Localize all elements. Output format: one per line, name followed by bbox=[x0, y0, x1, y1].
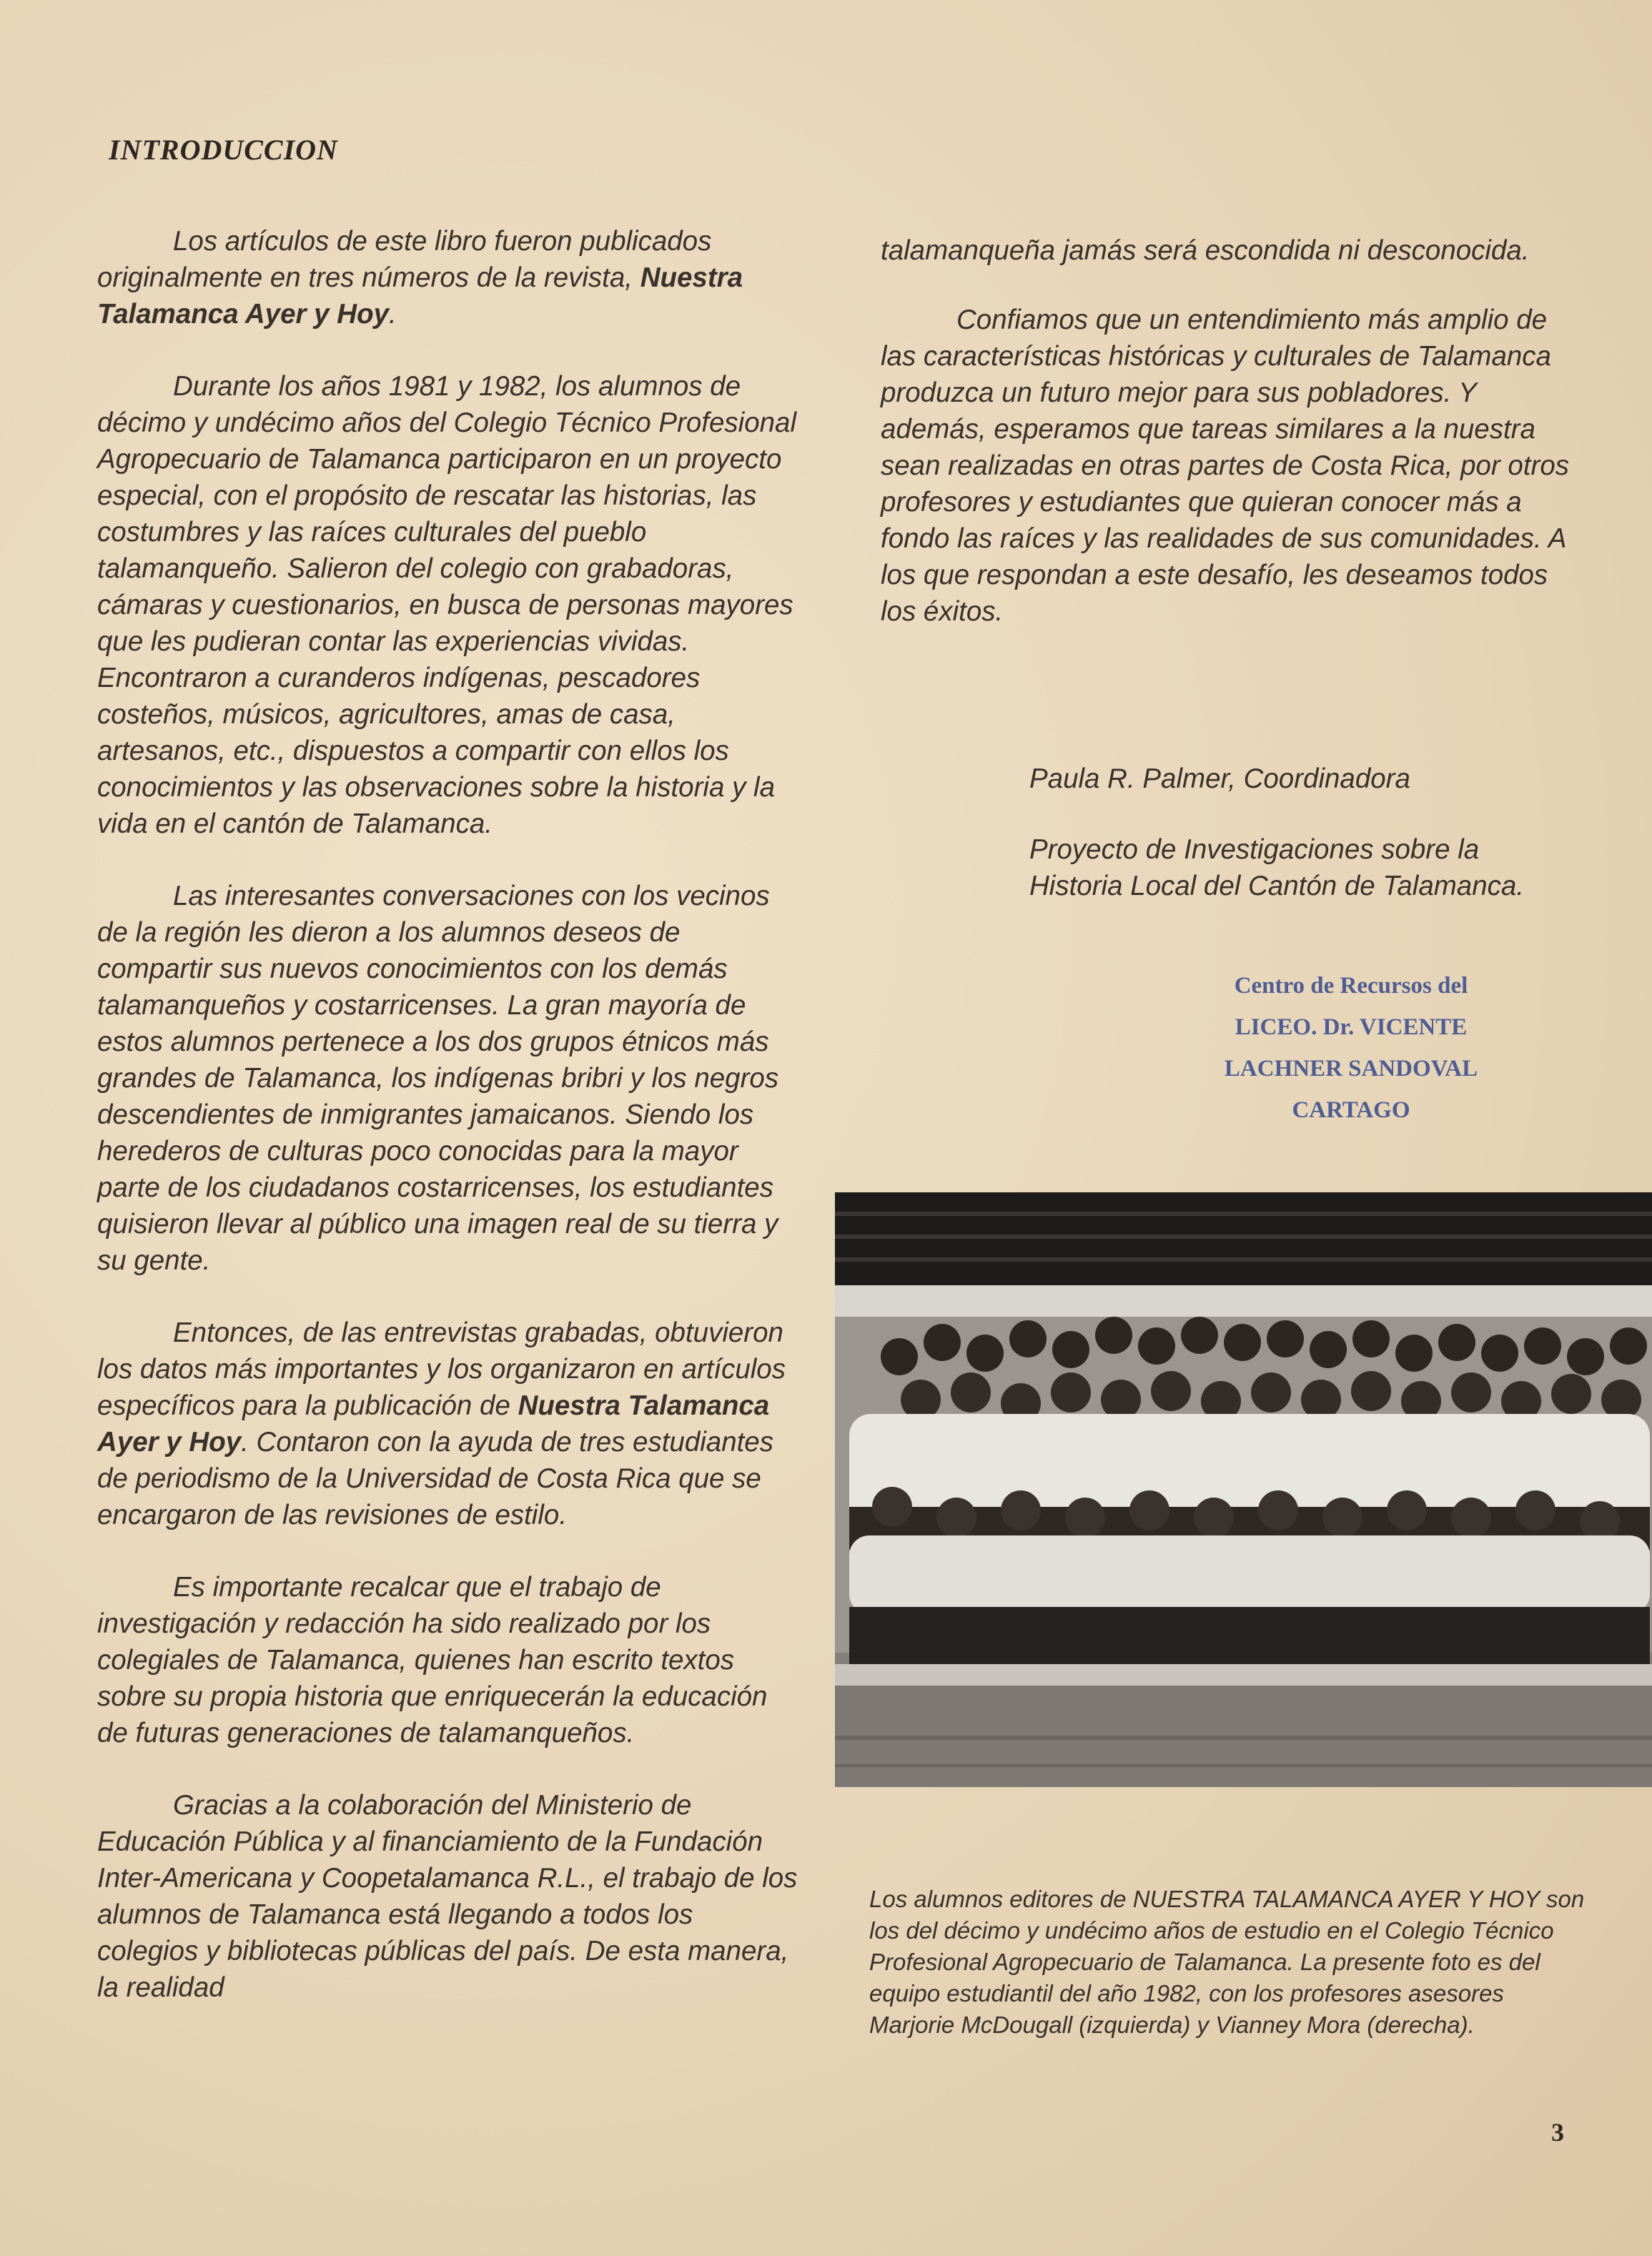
stamp-line: LICEO. Dr. VICENTE bbox=[1235, 1014, 1468, 1040]
paragraph: Es importante recalcar que el trabajo de investigación y redacción ha sido realizado por los colegiales de Talamanca, quienes han escrito textos sobre su propia historia que enriquecerán la educación de futuras generaciones de talamanqueños. bbox=[97, 1572, 768, 1748]
paragraph-text: . Contaron con la ayuda de tres estudiantes de periodismo de la Universidad de Costa Rica que se encargaron de las revisiones de estilo. bbox=[97, 1427, 773, 1530]
group-photo bbox=[835, 1192, 1652, 1787]
magazine-title: Nuestra Talamanca Ayer y Hoy bbox=[97, 1390, 770, 1458]
paragraph: Las interesantes conversaciones con los vecinos de la región les dieron a los alumnos deseos de compartir sus nuevos conocimientos con los demás talamanqueños y costarricenses. La gran mayoría de estos alumnos pertenece a los dos grupos étnicos más grandes de Talamanca, los indígenas bribri y los negros descendientes de inmigrantes jamaicanos. Siendo los herederos de culturas poco conocidas para la mayor parte de los ciudadanos costarricenses, los estudiantes quisieron llevar al público una imagen real de su tierra y su gente. bbox=[97, 881, 779, 1276]
paragraph: talamanqueña jamás será escondida ni desconocida. bbox=[881, 235, 1530, 266]
paragraph: Durante los años 1981 y 1982, los alumnos de décimo y undécimo años del Colegio Técnico Profesional Agropecuario de Talamanca participaron en un proyecto especial, con el propósito de rescatar las historias, las costumbres y las raíces culturales del pueblo talamanqueño. Salieron del colegio con grabadoras, cámaras y cuestionarios, en busca de personas mayores que les pudieran contar las experiencias vividas. Encontraron a curanderos indígenas, pescadores costeños, músicos, agricultores, amas de casa, artesanos, etc., dispuestos a compartir con ellos los conocimientos y las observaciones sobre la historia y la vida en el cantón de Talamanca. bbox=[97, 371, 797, 839]
page-number: 3 bbox=[1551, 2118, 1564, 2147]
paragraph-text: . bbox=[389, 299, 397, 330]
group-photo-image bbox=[835, 1192, 1652, 1787]
project-name: Proyecto de Investigaciones sobre la Historia Local del Cantón de Talamanca. bbox=[1029, 834, 1524, 901]
stamp-line: LACHNER SANDOVAL bbox=[1224, 1056, 1478, 1082]
photo-caption: Los alumnos editores de NUESTRA TALAMANCA AYER Y HOY son los del décimo y undécimo años de estudio en el Colegio Técnico Profesional Agropecuario de Talamanca. La presente foto es del equipo estudiantil del año 1982, con los profesores asesores Marjorie McDougall (izquierda) y Vianney Mora (derecha). bbox=[869, 1886, 1585, 2038]
paragraph bbox=[97, 1315, 799, 1533]
paragraph: Gracias a la colaboración del Ministerio de Educación Pública y al financiamiento de la Fundación Inter-Americana y Coopetalamanca R.L., el trabajo de los alumnos de Talamanca está llegando a todos los colegios y bibliotecas públicas del país. De esta manera, la realidad bbox=[97, 1790, 798, 2003]
paragraph bbox=[97, 223, 799, 332]
library-stamp bbox=[1194, 965, 1508, 1131]
paragraph: Confiamos que un entendimiento más amplio de las características históricas y culturales de Talamanca produzca un futuro mejor para sus pobladores. Y además, esperamos que tareas similares a la nuestra sean realizadas en otras partes de Costa Rica, por otros profesores y estudiantes que quieran conocer más a fondo las raíces y las realidades de sus comunidades. A los que respondan a este desafío, les deseamos todos los éxitos. bbox=[881, 305, 1570, 627]
page-heading: INTRODUCCION bbox=[109, 134, 338, 166]
stamp-line: Centro de Recursos del bbox=[1234, 973, 1468, 999]
signature: Paula R. Palmer, Coordinadora bbox=[1029, 763, 1410, 794]
paragraph-text: Entonces, de las entrevistas grabadas, obtuvieron los datos más importantes y los organizaron en artículos específicos para la publicación de bbox=[97, 1317, 786, 1421]
paragraph-text: Los artículos de este libro fueron publicados originalmente en tres números de la revista, bbox=[97, 226, 712, 293]
right-column bbox=[881, 232, 1573, 663]
stamp-line: CARTAGO bbox=[1292, 1097, 1410, 1123]
magazine-title: Nuestra Talamanca Ayer y Hoy bbox=[97, 262, 743, 330]
left-column bbox=[97, 223, 799, 2042]
